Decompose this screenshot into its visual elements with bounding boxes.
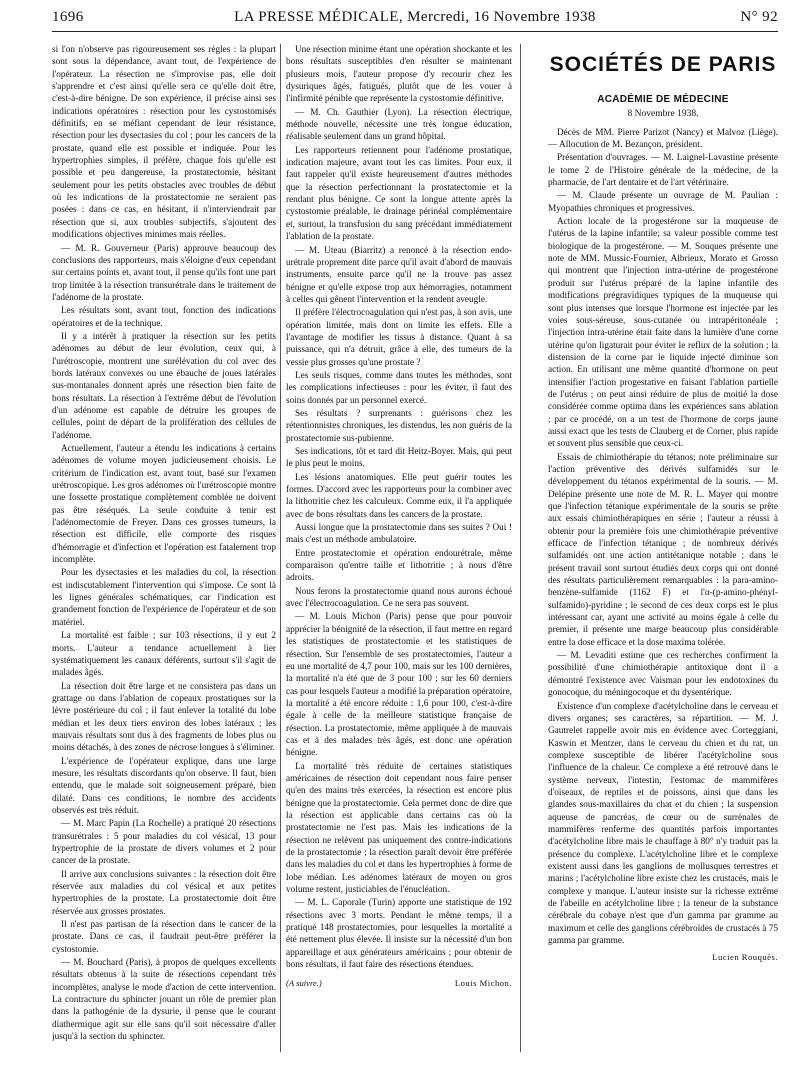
author-signature: Lucien Rouquès. (712, 952, 778, 963)
author-signature: Louis Michon. (454, 978, 512, 989)
paragraph: Les seuls risques, comme dans toutes les méthodes, sont les complications infectieuses : pour les éviter, il faut des soins donnés par un personnel exercé. (286, 370, 512, 406)
paragraph: Les lésions anatomiques. Elle peut guérir toutes les formes. D'accord avec les rapporteurs pour la combiner avec la lithotritie chez les calculeux. Comme eux, il l'a appliquée avec de bons résultats dans les cancers de la prostate. (286, 472, 512, 520)
paragraph: — M. Louis Michon (Paris) pense que pour pouvoir apprécier la bénignité de la résection, il faut mettre en regard les statistiques de prostatectomie et les statistiques de résection. Sur l'ensemble de ses prostatectomies, l'auteur a eu une mortalité de 4,7 pour 100, mais sur les 100 dernières, la mortalité n'a été que de 3 pour 100 ; sur les 60 derniers cas pour lesquels l'auteur a modifié la préparation opératoire, la mortalité a été encore réduite : 1,6 pour 100, c'est-à-dire égale à celle de la meilleure statistique française de résection. La prostatectomie, même appliquée à de mauvais cas et à des malades très âgés, est donc une opération bénigne. (286, 612, 512, 759)
paragraph: si l'on n'observe pas rigoureusement ses règles : la plupart sont sous la dépendance, avant tout, de l'expérience de l'opérateur. La résection ne s'improvise pas, elle doit s'apprendre et c'est ainsi qu'elle sera ce qu'elle doit être, c'est-à-dire bénigne. De son expérience, il précise ainsi ses indications opératoires : résection pour les cystostomisés définitifs, en se méfiant cependant de leur résistance, résection pour les dysectasies du col ; pour les cancers de la prostate, quand elle est possible et indiquée. Pour les hypertrophies simples, il préfère, chaque fois qu'elle est possible et peu dangereuse, la prostatectomie, hésitant seulement pour les petits obstacles avec troubles de début où les indications de la prostatectomie ne seraient pas posées : dans ce cas, en hésitant, il n'interviendrait par résection que si, aux troubles subjectifs, s'ajoutent des modifications objectives minimes mais réelles. (52, 45, 276, 241)
page-number: 1696 (52, 9, 84, 25)
paragraph: L'expérience de l'opérateur explique, dans une large mesure, les résultats discordants qu'on observe. Il faut, bien entendu, que le malade soit soigneusement préparé, bien dilaté. Dans ces conditions, le nombre des accidents observés est très réduit. (52, 756, 276, 816)
paragraph: La résection doit être large et ne consistera pas dans un grattage ou dans l'ablation de copeaux prostatiques sur la lèvre postérieure du col ; il faut enlever la totalité du lobe médian et les deux tiers environ des lobes latéraux ; les mauvais résultats sont dus à des fragments de lobes plus ou moins détachés, à des zones de nécrose longues à s'éliminer. (52, 681, 276, 754)
paragraph: — M. R. Gouverneur (Paris) approuve beaucoup des conclusions des rapporteurs, mais s'éloigne d'eux cependant sur certains points et, avant tout, il pense qu'ils font une part trop limitée à la résection transurétrale dans le traitement de l'adénome de la prostate. (52, 243, 276, 303)
paragraph: Les rapporteurs retiennent pour l'adénome prostatique, indication majeure, avant tout les cas limites. Pour eux, il faut rappeler qu'il existe heureusement d'autres méthodes que la résection perfectionnant la prostatectomie et la rendant plus bénigne. Ce sont la longue attente après la cystostomie préalable, le drainage périnéal complémentaire et, surtout, la transfusion du sang précédant immédiatement l'ablation de la prostate. (286, 145, 512, 243)
academy-heading: ACADÉMIE DE MÉDECINE (597, 94, 729, 105)
paragraph: Il préfère l'électrocoagulation qui n'est pas, à son avis, une opération limitée, mais dont on limite les effets. Elle a l'avantage de modifier les tissus à distance. Quant à sa puissance, qui n'a détruit, grâce à elle, des tumeurs de la vessie plus grosses qu'une prostate ? (286, 308, 512, 368)
paragraph: Ses résultats ? surprenants : guérisons chez les rétentionnistes chroniques, les distendus, les non guéris de la prostatectomie sus-pubienne. (286, 408, 512, 444)
section-title: SOCIÉTÉS DE PARIS (549, 53, 777, 76)
continued-note: (A suivre.) (286, 978, 322, 989)
column-2 (286, 44, 512, 1069)
paragraph: Essais de chimiothérapie du tétanos; note préliminaire sur l'action préventive des dérivés sulfamidés sur le développement du tétanos expérimental de la souris. — M. Delépine présente une note de M. R. L. Mayer qui montre que l'infection tétanique expérimentale de la souris se prête aux essais chimiothérapiques en série ; l'auteur a réussi à obtenir pour la première fois une chimiothérapie préventive efficace de l'infection tétanique ; de nombreux dérivés sulfamidés ont une action antitétanique notable ; dans le présent travail sont surtout étudiés deux corps qui ont donné des résultats particulièrement remarquables : la para-amino-benzène-sulfamide (1162 F) et l'α-(p-amino-phényl-sulfamido)-pyridine ; le second de ces deux corps est le plus intéressant car, ayant une activité au moins égale à celle du premier, il présente une marge beaucoup plus considérable entre la dose efficace et la dose maxima tolérée. (548, 452, 778, 648)
paragraph: Une résection minime étant une opération shockante et les bons résultats susceptibles d'en résulter se maintenant plusieurs mois, l'auteur propose d'y recourir chez les dysuriques âgés, fatigués, plutôt que de les vouer à l'infirmité pénible que représente la cystostomie définitive. (286, 45, 512, 105)
paragraph: Présentation d'ouvrages. — M. Laignel-Lavastine présente le tome 2 de l'Histoire générale de la médecine, de la pharmacie, de l'art dentaire et de l'art vétérinaire. (548, 153, 778, 189)
session-date: 8 Novembre 1938. (627, 109, 699, 120)
journal-title: LA PRESSE MÉDICALE, Mercredi, 16 Novembre 1938 (234, 9, 596, 25)
paragraph: Ses indications, tôt et tard dit Heitz-Boyer. Mais, qui peut le plus peut le moins. (286, 447, 512, 470)
paragraph: Les résultats sont, avant tout, fonction des indications opératoires et de la technique. (52, 306, 276, 329)
paragraph: La mortalité très réduite de certaines statistiques américaines de résection doit cependant nous faire penser qu'en des mains très exercées, la résection est encore plus bénigne que la prostatectomie. Cela permet donc de dire que la résection est applicable dans certains cas où la prostatectomie ne l'est pas. Mais les indications de la résection ne relèvent pas uniquement des contre-indications de la prostatectomie ; la résection paraît devoir être préférée dans les maladies du col et dans les hypertrophies à forme de lobe médian. Les adénomes latéraux de moyen ou gros volume restent, justiciables de l'énucléation. (286, 761, 512, 896)
paragraph: Existence d'un complexe d'acétylcholine dans le cerveau et divers organes; ses caractères, sa répartition. — M. J. Gautrelet rappelle avoir mis en évidence avec Corteggiani, Kaswin et Mentzer, dans le cerveau du chien et du rat, un complexe susceptible de libérer l'acétylcholine sous l'influence de la chaleur. Ce complexe a été retrouvé dans le système nerveux, l'intestin, l'estomac de mammifères d'oiseaux, de reptiles et de poissons, ainsi que dans les glandes sous-maxillaires du chat et du chien ; la suspension aqueuse de pancréas, de cœur ou de surrénales de mammifères renferme des quantités parfois importantes d'acétylcholine libre mais le chauffage à 80° n'y traduit pas la présence du complexe. L'acétylcholine libre et le complexe existent aussi dans les ganglions de mollusques terrestres et marins ; l'acétylcholine libre existe chez les crustacés, mais le complexe y manque. L'auteur insiste sur la richesse extrême de l'abeille en acétylcholine libre ; la teneur de la substance cérébrale du cobaye n'est que d'un gamma par gramme au maximum et celle des ganglions cérébroïdes de crustacés à 75 gamma par gramme. (548, 701, 778, 947)
paragraph: Pour les dysectasies et les maladies du col, la résection est indiscutablement l'intervention qui s'impose. Ce sont là les lignes générales schématiques, car l'indication est grandement fonction de l'expérience de l'opérateur et de son matériel. (52, 568, 276, 628)
paragraph: — M. Uteau (Biarritz) a renoncé à la résection endo-urétrale proprement dite parce qu'il avait d'abord de mauvais instruments, ensuite parce qu'il ne la trouve pas assez bénigne et qu'elle expose trop aux hémorragies, notamment à celles qui gênent l'intervention et la rendent aveugle. (286, 245, 512, 305)
issue-number: N° 92 (740, 9, 778, 25)
column-footer (286, 977, 512, 989)
paragraph: Aussi longue que la prostatectomie dans ses suites ? Oui ! mais c'est un méthode ambulatoire. (286, 523, 512, 546)
paragraph: Il y a intérêt à pratiquer la résection sur les petits adénomes au début de leur évolution, ceux qui, à l'urétroscopie, montrent une surélévation du col avec des bords latéraux convexes ou une ébauche de joues latérales sus-montanales donnent après une résection bien faite de bons résultats. La résection à l'extrême début de l'évolution d'un adénome est capable de détruire les groupes de cellules, point de départ de la prolifération des cellules de l'adénome. (52, 331, 276, 441)
paragraph: Il n'est pas partisan de la résection dans le cancer de la prostate. Dans ce cas, il faudrait peut-être préférer la cystostomie. (52, 920, 276, 955)
paragraph: — M. Marc Papin (La Rochelle) a pratiqué 20 résections transurétrales : 5 pour maladies du col vésical, 13 pour hypertrophie de la prostate de divers volumes et 2 pour cancer de la prostate. (52, 819, 276, 867)
paragraph: Il arrive aux conclusions suivantes : la résection doit être réservée aux maladies du col vésical et aux petites hypertrophies de la prostate. La prostatectomie doit être réservée aux grosses prostates. (52, 869, 276, 917)
paragraph: — M. Bouchard (Paris), à propos de quelques excellents résultats obtenus à la suite de résections cependant très incomplètes, analyse le mode d'action de cette intervention. La contracture du sphincter jouant un rôle de premier plan dans la pathogénie de la dysurie, il pense que le courant diathermique agit sur elle sans qu'il soit nécessaire d'aller jusqu'à la section du sphincter. (52, 958, 276, 1043)
page-header (52, 7, 778, 29)
paragraph: La mortalité est faible ; sur 103 résections, il y eut 2 morts. L'auteur a tendance actuellement à lier systématiquement les canaux déférents, surtout s'il s'agit de malades âgés. (52, 631, 276, 679)
paragraph: Entre prostatectomie et opération endourétrale, même comparaison qu'entre taille et lithotritie ; à nous d'être adroits. (286, 548, 512, 584)
paragraph: — M. Claude présente un ouvrage de M. Paulian : Myopathies chroniques et progressives. (548, 191, 778, 214)
paragraph: — M. Levaditi estime que ces recherches confirment la possibilité d'une chimiothérapie antitoxique dont il a démontré l'existence avec Vaisman pour les endotoxines du gonocoque, du méningocoque et du dysentérique. (548, 651, 778, 699)
paragraph: — M. L. Caporale (Turin) apporte une statistique de 192 résections avec 3 morts. Pendant le même temps, il a pratiqué 148 prostatectomies, pour lesquelles la mortalité a été nettement plus élevée. Il insiste sur la nécessité d'un bon appareillage et aux générateurs américains ; pour obtenir de bons résultats, il faut faire des résections étendues. (286, 898, 512, 971)
paragraph: Action locale de la progestérone sur la muqueuse de l'utérus de la lapine infantile; sa valeur possible comme test biologique de la progestérone. — M. Souques présente une note de MM. Mussic-Fournier, Albrieux, Morato et Grosso qui montrent que l'injection intra-utérine de progestérone produit sur l'utérus préparé de la lapine infantile des modifications prégravidiques typiques de la muqueuse qui sont plus intenses que lorsque l'hormone est injectée par les voies sous-séreuse, sous-cutanée ou intrapéritonéale ; l'injection intra-utérine était faite dans la lumière d'une corne utérine qu'on ligaturait pour éviter le reflux de la solution ; la distension de la corne par le liquide injecté diminue son action. En utilisant une même quantité d'hormone on peut intensifier l'action progestative en faisant l'ablation partielle de l'utérus ; on peut ainsi réduire de plus de moitié la dose considérée comme optima dans les expériences sans ablation ; par ce procédé, on a un test de l'hormone de corps jaune aussi exact que les tests de Clauberg et de Corner, plus rapide et souvent plus sensible que ceux-ci. (548, 217, 778, 450)
paragraph: Décès de MM. Pierre Parizot (Nancy) et Malvoz (Liège). — Allocution de M. Bezançon, président. (548, 127, 778, 151)
column-divider (280, 44, 281, 1052)
paragraph: Nous ferons la prostatectomie quand nous aurons échoué avec l'électrocoagulation. Ce ne sera pas souvent. (286, 586, 512, 610)
column-divider (520, 44, 521, 1052)
header-rule (52, 31, 778, 32)
paragraph: Actuellement, l'auteur a étendu les indications à certains adénomes de volume moyen judicieusement choisis. Le critérium de l'indication est, avant tout, basé sur l'examen urétroscopique. Les gros adénomes où l'urétroscopie montre une fossette prostatique complètement comblée ne doivent pas être réséqués. La seule conduite à tenir est l'adénomectomie de Freyer. Dans ces grosses tumeurs, la résection est difficile, elle comporte des risques d'hémorragie et d'infection et l'opération est fatalement trop incomplète. (52, 444, 276, 566)
column-1 (52, 44, 276, 1074)
paragraph: — M. Ch. Gauthier (Lyon). La résection électrique, méthode nouvelle, nécessite une très longue éducation, réalisable seulement dans un grand hôpital. (286, 107, 512, 143)
column-3 (548, 44, 778, 1064)
